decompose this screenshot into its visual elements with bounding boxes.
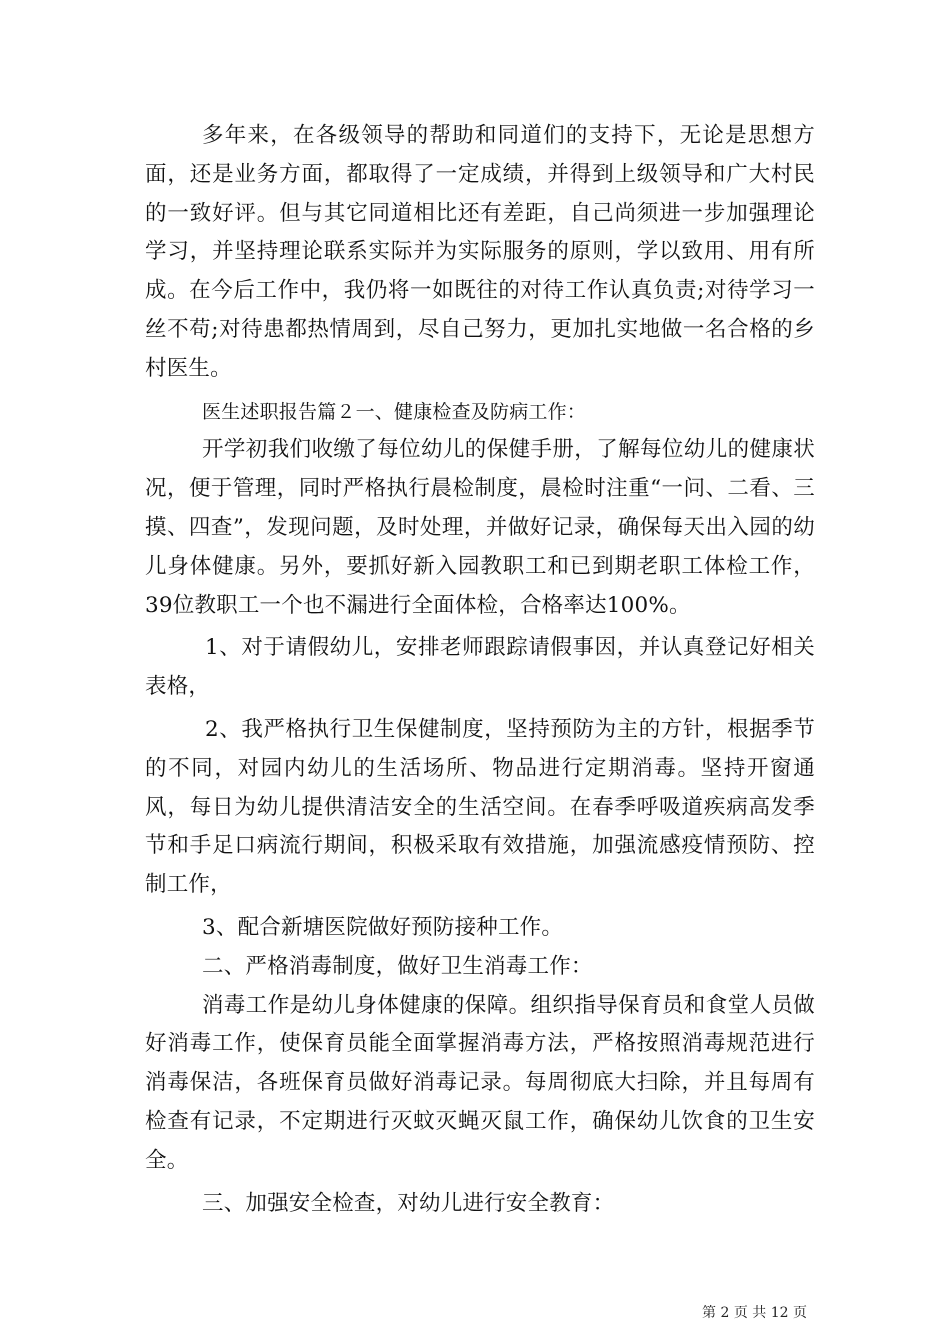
paragraph-health-check: 开学初我们收缴了每位幼儿的保健手册，了解每位幼儿的健康状况，便于管理，同时严格执行晨检制度，晨检时注重“一问、二看、三摸、四查”，发现问题，及时处理，并做好记录，确保每天出入园的幼儿身体健康。另外，要抓好新入园教职工和已到期老职工体检工作，39位教职工一个也不漏进行全面体检，合格率达100%。	[145, 437, 815, 618]
section-heading-disinfection: 二、严格消毒制度，做好卫生消毒工作：	[202, 953, 593, 979]
paragraph-summary: 多年来，在各级领导的帮助和同道们的支持下，无论是思想方面，还是业务方面，都取得了一定成绩，并得到上级领导和广大村民的一致好评。但与其它同道相比还有差距，自己尚须进一步加强理论学习，并坚持理论联系实际并为实际服务的原则，学以致用、用有所成。在今后工作中，我仍将一如既往的对待工作认真负责;对待学习一丝不苟;对待患都热情周到，尽自己努力，更加扎实地做一名合格的乡村医生。	[145, 123, 815, 381]
document-body	[145, 117, 815, 1223]
section-heading-report-2: 医生述职报告篇２一、健康检查及防病工作：	[202, 400, 587, 423]
paragraph-disinfection: 消毒工作是幼儿身体健康的保障。组织指导保育员和食堂人员做好消毒工作，使保育员能全面掌握消毒方法，严格按照消毒规范进行消毒保洁，各班保育员做好消毒记录。每周彻底大扫除，并且每周有检查有记录，不定期进行灭蚊灭蝇灭鼠工作，确保幼儿饮食的卫生安全。	[145, 992, 815, 1173]
list-item-1: 1、对于请假幼儿，安排老师跟踪请假事因，并认真登记好相关表格，	[145, 635, 815, 700]
page-number: 第 2 页 共 12 页	[702, 1305, 807, 1321]
section-heading-safety: 三、加强安全检查，对幼儿进行安全教育：	[202, 1190, 615, 1216]
list-item-3: 3、配合新塘医院做好预防接种工作。	[202, 914, 564, 940]
list-item-2: 2、我严格执行卫生保健制度，坚持预防为主的方针，根据季节的不同，对园内幼儿的生活场所、物品进行定期消毒。坚持开窗通风，每日为幼儿提供清洁安全的生活空间。在春季呼吸道疾病高发季节和手足口病流行期间，积极采取有效措施，加强流感疫情预防、控制工作，	[145, 716, 815, 898]
